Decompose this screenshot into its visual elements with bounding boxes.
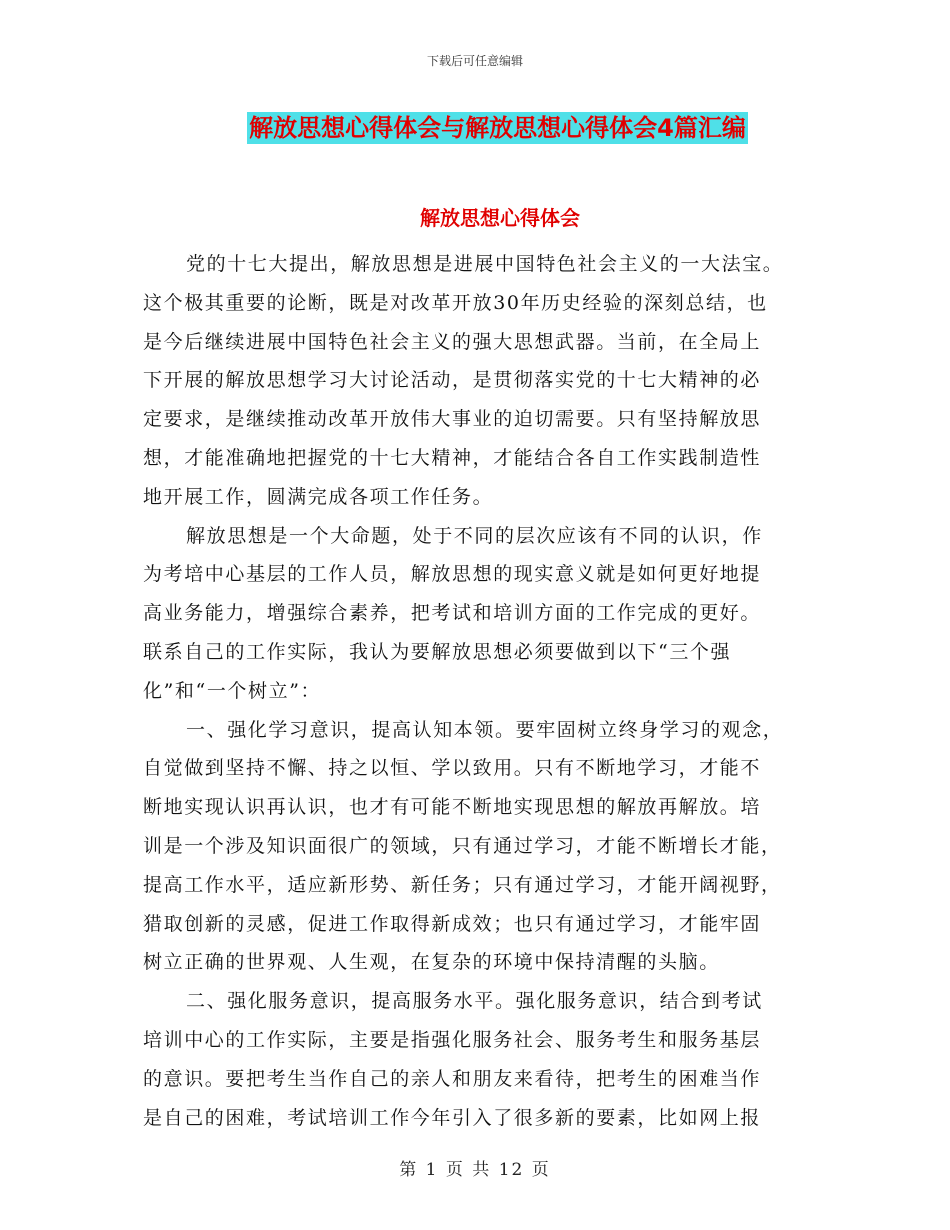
document-title: 解放思想心得体会与解放思想心得体会4篇汇编 bbox=[249, 114, 746, 142]
text-line: 高业务能力，增强综合素养，把考试和培训方面的工作完成的更好。 bbox=[143, 602, 762, 625]
body-text bbox=[143, 245, 808, 1137]
text-line: 二、强化服务意识，提高服务水平。强化服务意识，结合到考试 bbox=[186, 990, 763, 1013]
text-line: 是自己的困难，考试培训工作今年引入了很多新的要素，比如网上报 bbox=[143, 1106, 762, 1129]
text-line: 党的十七大提出，解放思想是进展中国特色社会主义的一大法宝。 bbox=[186, 253, 784, 275]
text-line: 化”和“一个树立”： bbox=[143, 679, 322, 702]
text-line: 断地实现认识再认识，也才有可能不断地实现思想的解放再解放。培 bbox=[143, 796, 762, 819]
text-line: 提高工作水平，适应新形势、新任务；只有通过学习，才能开阔视野， bbox=[143, 873, 782, 896]
header-note: 下载后可任意编辑 bbox=[426, 54, 523, 68]
text-line: 想，才能准确地把握党的十七大精神，才能结合各自工作实践制造性 bbox=[143, 446, 762, 469]
paragraph-1 bbox=[143, 245, 808, 517]
text-line: 下开展的解放思想学习大讨论活动，是贯彻落实党的十七大精神的必 bbox=[143, 369, 762, 392]
text-line: 猎取创新的灵感，促进工作取得新成效；也只有通过学习，才能牢固 bbox=[143, 912, 762, 935]
paragraph-2 bbox=[143, 517, 808, 711]
text-line: 定要求，是继续推动改革开放伟大事业的迫切需要。只有坚持解放思 bbox=[143, 408, 762, 431]
text-line: 一、强化学习意识，提高认知本领。要牢固树立终身学习的观念， bbox=[186, 718, 784, 741]
text-line: 地开展工作，圆满完成各项工作任务。 bbox=[143, 485, 494, 508]
text-line: 训是一个涉及知识面很广的领域，只有通过学习，才能不断增长才能， bbox=[143, 834, 782, 857]
text-line: 自觉做到坚持不懈、持之以恒、学以致用。只有不断地学习，才能不 bbox=[143, 757, 762, 780]
text-line: 联系自己的工作实际，我认为要解放思想必须要做到以下“三个强 bbox=[143, 640, 732, 663]
paragraph-3 bbox=[143, 711, 808, 983]
text-line: 树立正确的世界观、人生观，在复杂的环境中保持清醒的头脑。 bbox=[143, 951, 720, 974]
section-title: 解放思想心得体会 bbox=[420, 206, 580, 230]
text-line: 解放思想是一个大命题，处于不同的层次应该有不同的认识，作 bbox=[186, 524, 763, 547]
text-line: 的意识。要把考生当作自己的亲人和朋友来看待，把考生的困难当作 bbox=[143, 1067, 762, 1090]
paragraph-4 bbox=[143, 982, 808, 1137]
text-line: 是今后继续进展中国特色社会主义的强大思想武器。当前，在全局上 bbox=[143, 330, 762, 353]
text-line: 为考培中心基层的工作人员，解放思想的现实意义就是如何更好地提 bbox=[143, 563, 762, 586]
document-title-wrapper bbox=[0, 112, 950, 144]
text-line: 这个极其重要的论断，既是对改革开放30年历史经验的深刻总结，也 bbox=[143, 291, 768, 314]
page-number-footer: 第 1 页 共 12 页 bbox=[399, 1160, 551, 1180]
text-line: 培训中心的工作实际，主要是指强化服务社会、服务考生和服务基层 bbox=[143, 1028, 762, 1051]
